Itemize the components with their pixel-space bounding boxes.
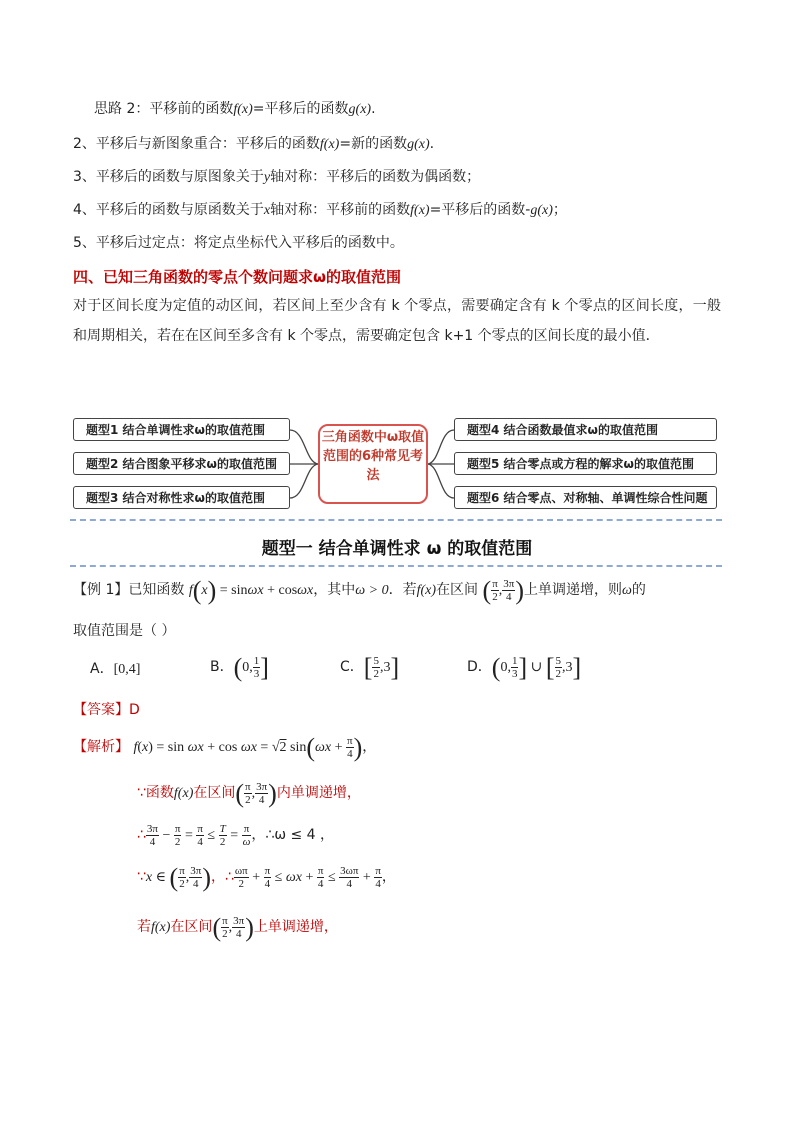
- option-d: D．(0, $\frac{1}{3}$ ] ∪ [ $\frac{5}{2}$ ,3]: [467, 652, 582, 682]
- section4-paragraph: 对于区间长度为定值的动区间，若区间上至少含有 k 个零点，需要确定含有 k 个零点的区间长度，一般和周期相关，若在在区间至多含有 k 个零点，需要确定包含 k+1 个零点的区间长度的最小值．: [73, 298, 721, 344]
- line-item3: 3、平移后的函数与原图象关于y轴对称：平移后的函数为偶函数；: [73, 169, 481, 185]
- option-b: B．(0, $\frac{1}{3}$ ]: [210, 652, 269, 682]
- option-c: C．[ $\frac{5}{2}$ ,3]: [340, 652, 400, 682]
- mindmap-item-3: 题型3 结合对称性求ω的取值范围: [73, 486, 290, 509]
- line-item5: 5、平移后过定点：将定点坐标代入平移后的函数中。: [73, 235, 404, 251]
- analysis-line-1: 【解析】 f(x) = sin ωx + cos ωx = √2 sin(ωx + $\frac{\pi}{4}$ )，: [73, 732, 377, 762]
- section4-title: 四、已知三角函数的零点个数问题求ω的取值范围: [73, 268, 402, 286]
- type1-heading: 题型一 结合单调性求 ω 的取值范围: [261, 539, 533, 559]
- mindmap-item-2: 题型2 结合图象平移求ω的取值范围: [73, 452, 290, 475]
- line-item2: 2、平移后与新图象重合：平移后的函数f(x)=新的函数g(x).: [73, 136, 435, 152]
- analysis-line-5: 若f(x)在区间( $\frac{\pi}{2}$ , $\frac{3\pi}{4}$ )上单调递增，: [137, 912, 338, 942]
- analysis-line-3: ∴ $\frac{3\pi}{4}$ − $\frac{\pi}{2}$ = $\frac{\pi}{4}$ ≤ $\frac{T}{2}$ = $\frac{\pi}{\omega}$ ，∴ω ≤ 4 ，: [137, 823, 335, 849]
- example1-stem-2: 取值范围是（ ）: [73, 623, 176, 639]
- example1-stem: 【例 1】已知函数 f(x) = sinωx + cosωx，其中ω > 0．若f(x)在区间 ( $\frac{\pi}{2}$ , $\frac{3\pi}{4}$ )上单调递增，则ω的: [73, 575, 646, 605]
- answer: 【答案】D: [73, 702, 140, 718]
- line-item4: 4、平移后的函数与原函数关于x轴对称：平移前的函数f(x)=平移后的函数-g(x)；: [73, 202, 567, 218]
- divider-bottom: [70, 565, 722, 567]
- mindmap-item-4: 题型4 结合函数最值求ω的取值范围: [454, 418, 717, 441]
- mindmap-item-1: 题型1 结合单调性求ω的取值范围: [73, 418, 290, 441]
- analysis-line-2: ∵函数f(x)在区间( $\frac{\pi}{2}$ , $\frac{3\pi}{4}$ )内单调递增，: [137, 778, 361, 808]
- mindmap-item-6: 题型6 结合零点、对称轴、单调性综合性问题: [454, 486, 717, 509]
- mindmap-center: 三角函数中ω取值范围的6种常见考法: [318, 424, 428, 504]
- option-a: A．[0,4]: [90, 661, 141, 677]
- mindmap-item-5: 题型5 结合零点或方程的解求ω的取值范围: [454, 452, 717, 475]
- line-idea2: 思路 2：平移前的函数f(x)=平移后的函数g(x).: [94, 101, 376, 117]
- analysis-line-4: ∵x ∈ ( $\frac{\pi}{2}$ , $\frac{3\pi}{4}$ )，∴ $\frac{\omega\pi}{2}$ + $\frac{\pi}{4}$ ≤ ωx + $\frac{\pi}{4}$ ≤ $\frac{3\omega\pi}{4}$ + $\frac{\pi}{4}$ ，: [137, 862, 396, 892]
- divider-top: [70, 519, 722, 521]
